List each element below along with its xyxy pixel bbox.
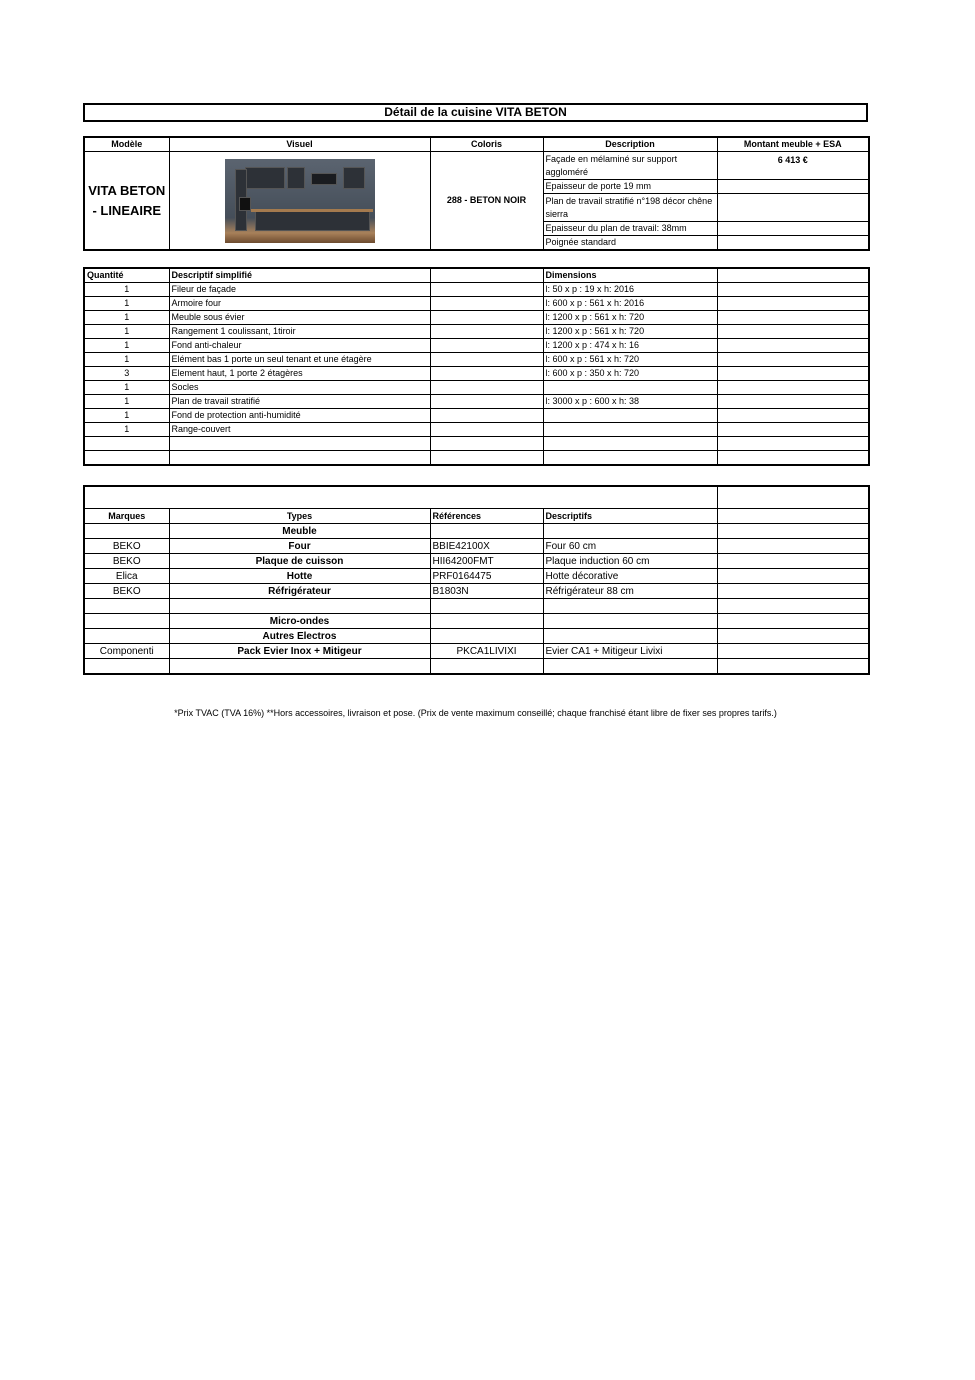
item-empty-cell [717,423,869,437]
appliance-description: Réfrigérateur 88 cm [543,584,717,599]
item-dimensions [543,409,717,423]
appliance-brand: BEKO [84,584,169,599]
montant-value: 6 413 € [717,152,869,180]
item-description: Plan de travail stratifié [169,395,430,409]
item-quantity: 1 [84,423,169,437]
appliance-brand: Elica [84,569,169,584]
table-row [84,409,869,423]
header-marques: Marques [84,509,169,524]
appliances-table-header [84,509,869,524]
appliance-brand [84,659,169,675]
item-empty-cell [717,339,869,353]
coloris-value: 288 - BETON NOIR [430,152,543,251]
item-empty-cell [430,283,543,297]
table-row [84,554,869,569]
appliance-empty-cell [717,599,869,614]
item-dimensions: l: 600 x p : 561 x h: 2016 [543,297,717,311]
footnote: *Prix TVAC (TVA 16%) **Hors accessoires, livraison et pose. (Prix de vente maximum conseillé; chaque franchisé étant libre de fixer ses propres tarifs.) [174,708,777,718]
item-description: Meuble sous évier [169,311,430,325]
item-quantity: 1 [84,325,169,339]
item-quantity: 1 [84,339,169,353]
item-empty-cell [430,297,543,311]
item-dimensions: l: 50 x p : 19 x h: 2016 [543,283,717,297]
description-line: Plan de travail stratifié n°198 décor chêne sierra [543,194,717,222]
header-modele: Modèle [84,137,169,152]
table-row [84,451,869,466]
appliance-empty-cell [717,524,869,539]
appliance-brand [84,599,169,614]
appliance-reference: BBIE42100X [430,539,543,554]
item-description [169,437,430,451]
description-line: Epaisseur de porte 19 mm [543,180,717,194]
header-empty [717,509,869,524]
appliance-reference [430,524,543,539]
appliance-description [543,524,717,539]
appliance-type: Meuble [169,524,430,539]
table-row [84,524,869,539]
appliance-type: Plaque de cuisson [169,554,430,569]
item-description: Fileur de façade [169,283,430,297]
appliance-type: Réfrigérateur [169,584,430,599]
appliance-description [543,614,717,629]
item-empty-cell [430,409,543,423]
item-quantity: 3 [84,367,169,381]
table-row [84,339,869,353]
appliance-empty-cell [717,569,869,584]
appliance-type [169,599,430,614]
table-row [84,423,869,437]
model-name: VITA BETON - LINEAIRE [88,182,166,218]
table-row [84,659,869,675]
item-empty-cell [717,395,869,409]
appliance-description [543,599,717,614]
item-description: Socles [169,381,430,395]
appliance-type: Autres Electros [169,629,430,644]
item-quantity: 1 [84,381,169,395]
items-table [83,267,870,466]
appliance-empty-cell [717,659,869,675]
appliance-description: Hotte décorative [543,569,717,584]
table-row [84,644,869,659]
items-table-header [84,268,869,283]
appliance-empty-cell [717,539,869,554]
header-descriptif: Descriptif simplifié [169,268,430,283]
table-row [84,395,869,409]
item-quantity: 1 [84,395,169,409]
item-description: Element haut, 1 porte 2 étagères [169,367,430,381]
item-empty-cell [717,283,869,297]
table-row [84,283,869,297]
appliance-empty-cell [717,554,869,569]
appliance-brand [84,629,169,644]
appliance-brand [84,524,169,539]
item-empty-cell [717,297,869,311]
item-empty-cell [430,367,543,381]
header-references: Références [430,509,543,524]
table-row [84,584,869,599]
item-empty-cell [717,325,869,339]
appliance-empty-cell [717,629,869,644]
table-row [84,353,869,367]
item-description: Armoire four [169,297,430,311]
item-description: Rangement 1 coulissant, 1tiroir [169,325,430,339]
appliances-table [83,485,870,675]
appliance-brand [84,614,169,629]
item-empty-cell [430,381,543,395]
item-empty-cell [430,423,543,437]
appliance-empty-cell [717,584,869,599]
item-quantity: 1 [84,297,169,311]
model-name-cell [84,152,169,251]
kitchen-image [225,159,375,243]
item-quantity [84,451,169,466]
appliance-description [543,629,717,644]
appliance-description: Plaque induction 60 cm [543,554,717,569]
item-dimensions: l: 1200 x p : 561 x h: 720 [543,311,717,325]
appliance-brand: BEKO [84,539,169,554]
item-quantity [84,437,169,451]
appliance-type: Four [169,539,430,554]
item-empty-cell [717,353,869,367]
appliance-type: Pack Evier Inox + Mitigeur [169,644,430,659]
table-row [84,599,869,614]
table-row [84,629,869,644]
item-description: Fond de protection anti-humidité [169,409,430,423]
appliance-reference: HII64200FMT [430,554,543,569]
item-empty-cell [717,437,869,451]
appliance-description: Four 60 cm [543,539,717,554]
description-line: Poignée standard [543,236,717,251]
appliance-brand: BEKO [84,554,169,569]
item-empty-cell [717,311,869,325]
header-empty [430,268,543,283]
header-types: Types [169,509,430,524]
item-empty-cell [430,311,543,325]
appliance-type: Hotte [169,569,430,584]
item-empty-cell [430,437,543,451]
item-description: Elément bas 1 porte un seul tenant et une étagère [169,353,430,367]
item-dimensions [543,451,717,466]
description-line: Epaisseur du plan de travail: 38mm [543,222,717,236]
item-empty-cell [717,367,869,381]
item-quantity: 1 [84,283,169,297]
item-quantity: 1 [84,353,169,367]
item-empty-cell [430,451,543,466]
item-empty-cell [717,381,869,395]
appliance-type: Micro-ondes [169,614,430,629]
appliance-reference [430,659,543,675]
table-row [84,381,869,395]
model-table [83,136,870,251]
item-quantity: 1 [84,311,169,325]
item-dimensions: l: 600 x p : 561 x h: 720 [543,353,717,367]
table-row [84,437,869,451]
item-dimensions: l: 600 x p : 350 x h: 720 [543,367,717,381]
item-empty-cell [430,353,543,367]
table-row [84,311,869,325]
header-empty [717,268,869,283]
item-dimensions: l: 1200 x p : 474 x h: 16 [543,339,717,353]
item-dimensions [543,381,717,395]
appliance-brand: Componenti [84,644,169,659]
table-row [84,325,869,339]
item-description [169,451,430,466]
table-row [84,569,869,584]
appliance-reference: PRF0164475 [430,569,543,584]
visual-cell [169,152,430,251]
appliance-empty-cell [717,614,869,629]
item-empty-cell [430,339,543,353]
appliance-description: Evier CA1 + Mitigeur Livixi [543,644,717,659]
appliance-reference [430,599,543,614]
table-row [84,614,869,629]
model-table-header [84,137,869,152]
header-montant: Montant meuble + ESA [717,137,869,152]
table-row [84,539,869,554]
item-dimensions [543,437,717,451]
item-description: Range-couvert [169,423,430,437]
table-row [84,367,869,381]
item-empty-cell [430,325,543,339]
item-empty-cell [430,395,543,409]
header-dimensions: Dimensions [543,268,717,283]
appliance-description [543,659,717,675]
header-quantite: Quantité [84,268,169,283]
appliance-type [169,659,430,675]
item-dimensions: l: 1200 x p : 561 x h: 720 [543,325,717,339]
description-line: Façade en mélaminé sur support aggloméré [543,152,717,180]
header-description: Description [543,137,717,152]
table-row [84,297,869,311]
item-description: Fond anti-chaleur [169,339,430,353]
item-empty-cell [717,409,869,423]
item-dimensions: l: 3000 x p : 600 x h: 38 [543,395,717,409]
item-empty-cell [717,451,869,466]
header-visuel: Visuel [169,137,430,152]
appliance-reference: B1803N [430,584,543,599]
item-quantity: 1 [84,409,169,423]
appliance-empty-cell [717,644,869,659]
appliance-reference [430,614,543,629]
appliance-reference: PKCA1LIVIXI [430,644,543,659]
header-descriptifs: Descriptifs [543,509,717,524]
item-dimensions [543,423,717,437]
appliance-reference [430,629,543,644]
document-title: Détail de la cuisine VITA BETON [83,103,868,122]
header-coloris: Coloris [430,137,543,152]
